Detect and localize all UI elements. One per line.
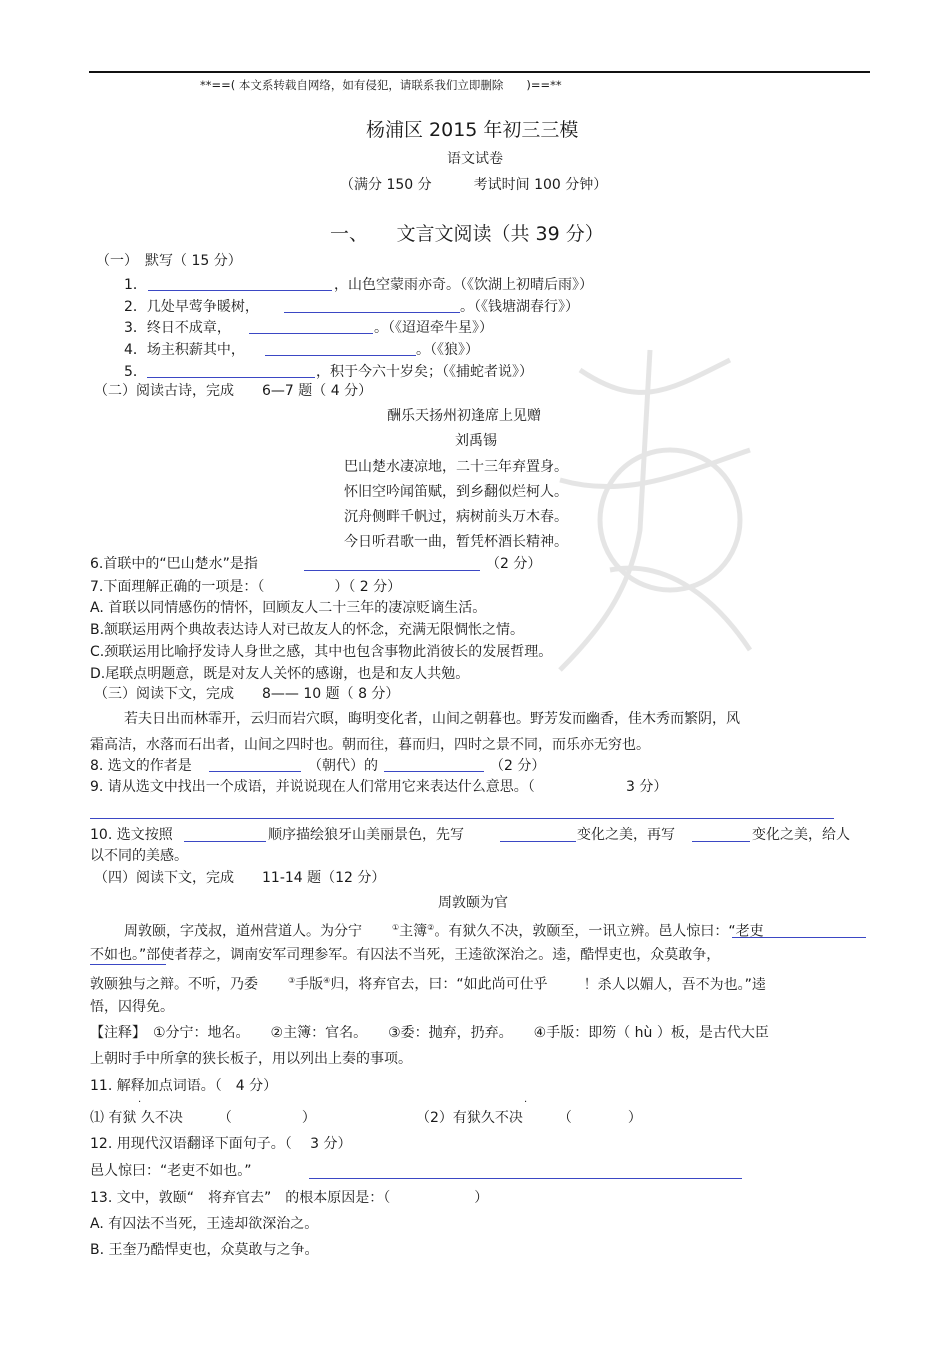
q4-answer-line[interactable]	[265, 355, 416, 356]
q11-item-2: （2）有狱久不决 （ ）	[416, 1110, 642, 1126]
q3-text: 。（《迢迢牵牛星》）	[374, 320, 493, 336]
poem-author: 刘禹锡	[455, 433, 497, 449]
passage-line	[124, 918, 764, 942]
q2-answer-line[interactable]	[284, 312, 460, 313]
q4-prefix: 4．场主积薪其中，	[124, 342, 245, 358]
q10-blank-1[interactable]	[184, 841, 266, 842]
q5-prefix: 5．	[124, 364, 147, 380]
passage-line: 不如也。”部使者荐之，调南安军司理参军。有囚法不当死，王逵欲深治之。逵，酷悍吏也，众莫敢争，	[90, 947, 721, 963]
q7-option: D.尾联点明题意，既是对友人关怀的感谢，也是和友人共勉。	[90, 666, 470, 682]
q10-blank-3[interactable]	[692, 841, 750, 842]
passage-text: 。有狱久不决，敦颐至，一讯立辨。邑人惊曰：“老吏	[434, 923, 764, 940]
q7-text: 7.下面理解正确的一项是：（ ）（ 2 分）	[90, 579, 402, 595]
q10-blank-2[interactable]	[500, 841, 576, 842]
repost-notice: **==( 本文系转载自网络，如有侵犯，请联系我们立即删除 )==**	[200, 78, 562, 92]
q2-prefix: 2．几处早莺争暖树，	[124, 299, 259, 315]
q7-option: B.颔联运用两个典故表达诗人对已故友人的怀念，充满无限惆怅之情。	[90, 622, 525, 638]
q5-answer-line[interactable]	[147, 377, 315, 378]
q10-text-3: 变化之美，再写	[577, 827, 675, 843]
q1-prefix: 1．	[124, 277, 147, 293]
part1-heading: （一） 默写（ 15 分）	[96, 253, 242, 269]
footnote-marker: ③	[288, 976, 296, 985]
footnote-marker: ④	[323, 976, 331, 985]
passage-title: 周敦颐为官	[438, 895, 508, 911]
q12-sentence: 邑人惊曰：“老吏不如也。”	[90, 1163, 252, 1179]
q12-answer-line[interactable]	[309, 1178, 742, 1179]
passage-text: 周敦颐，字茂叔，道州营道人。为分宁	[124, 923, 362, 940]
q8-dynasty-label: （朝代）的	[308, 758, 378, 774]
passage-line: 霜高洁，水落而石出者，山间之四时也。朝而往，暮而归，四时之景不同，而乐亦无穷也。	[90, 737, 650, 753]
q6-answer-line[interactable]	[304, 570, 480, 571]
q12-text: 12. 用现代汉语翻译下面句子。（ 3 分）	[90, 1136, 352, 1152]
quote-underline	[90, 964, 166, 965]
poem-title: 酬乐天扬州初逢席上见赠	[387, 408, 541, 424]
q7-option: C.颈联运用比喻抒发诗人身世之感，其中也包含事物此消彼长的发展哲理。	[90, 644, 553, 660]
q10-text-2: 顺序描绘狼牙山美丽景色，先写	[268, 827, 464, 843]
q10-text-4: 变化之美，给人	[752, 827, 850, 843]
q1-text: ，山色空蒙雨亦奇。（《饮湖上初晴后雨》）	[334, 277, 593, 293]
poem-line: 巴山楚水凄凉地，二十三年弃置身。	[344, 459, 568, 475]
q7-option: A. 首联以同情感伤的情怀，回顾友人二十三年的凄凉贬谪生活。	[90, 600, 487, 616]
passage-line: 若夫日出而林霏开，云归而岩穴暝，晦明变化者，山间之朝暮也。野芳发而幽香，佳木秀而繁阴，风	[124, 711, 740, 727]
q8-text: 8. 选文的作者是	[90, 758, 192, 774]
emphasis-dot: ·	[138, 1097, 142, 1108]
passage-text: 主簿	[399, 923, 428, 940]
q2-text: 。（《钱塘湖春行》）	[460, 299, 579, 315]
q13-text: 13. 文中，敦颐“ 将弃官去” 的根本原因是：（ ）	[90, 1190, 489, 1206]
notes-line: 【注释】 ①分宁：地名。 ②主簿：官名。 ③委：抛弃，扔弃。 ④手版：即笏（ hù ）板，是古代大臣	[90, 1025, 769, 1041]
q8-author-line[interactable]	[209, 771, 301, 772]
footnote-marker: ①	[392, 923, 400, 932]
q6-text: 6.首联中的“巴山楚水”是指	[90, 556, 258, 572]
q4-text: 。（《狼》）	[416, 342, 479, 358]
q10-text-5: 以不同的美感。	[90, 848, 188, 864]
passage-line	[90, 971, 766, 995]
passage-text: 敦颐独与之辩。不听，乃委	[90, 976, 258, 993]
poem-line: 沉舟侧畔千帆过，病树前头万木春。	[344, 509, 568, 525]
q8-score: （2 分）	[490, 758, 546, 774]
passage-line: 悟，囚得免。	[90, 999, 174, 1015]
q5-text: ，积于今六十岁矣；（《捕蛇者说》）	[316, 364, 533, 380]
exam-title: 杨浦区 2015 年初三三模	[366, 119, 579, 141]
q9-score: 3 分）	[626, 779, 668, 795]
notes-line: 上朝时手中所拿的狭长板子，用以列出上奏的事项。	[90, 1051, 412, 1067]
part2-heading: （二）阅读古诗，完成 6—7 题（ 4 分）	[94, 383, 373, 399]
poem-line: 怀旧空吟闻笛赋，到乡翻似烂柯人。	[344, 484, 568, 500]
part4-heading: （四）阅读下文，完成 11-14 题（12 分）	[94, 870, 386, 886]
q1-answer-line[interactable]	[148, 290, 332, 291]
poem-line: 今日听君歌一曲，暂凭杯酒长精神。	[344, 534, 568, 550]
exam-subject: 语文试卷	[447, 151, 503, 167]
section-heading: 一、 文言文阅读（共 39 分）	[330, 223, 604, 245]
top-rule	[89, 71, 870, 73]
emphasis-dot: ·	[524, 1097, 528, 1108]
part3-heading: （三）阅读下文，完成 8—— 10 题（ 8 分）	[94, 686, 400, 702]
q13-option: A. 有囚法不当死，王逵却欲深治之。	[90, 1216, 319, 1232]
q10-text: 10. 选文按照	[90, 827, 173, 843]
q3-answer-line[interactable]	[249, 333, 373, 334]
q11-text: 11. 解释加点词语。（ 4 分）	[90, 1078, 278, 1094]
q8-name-line[interactable]	[384, 771, 484, 772]
passage-text: 手版	[295, 976, 324, 993]
exam-info: （满分 150 分 考试时间 100 分钟）	[340, 177, 608, 193]
passage-text: ！杀人以媚人，吾不为也。”逵	[583, 976, 766, 993]
q9-answer-line[interactable]	[90, 818, 834, 819]
footnote-marker: ②	[427, 923, 435, 932]
q11-item-1: ⑴ 有狱 久不决 （ ）	[90, 1110, 316, 1126]
passage-text: 归，将弃官去，曰：“如此尚可仕乎	[330, 976, 548, 993]
q13-option: B. 王奎乃酷悍吏也，众莫敢与之争。	[90, 1242, 319, 1258]
q3-prefix: 3．终日不成章，	[124, 320, 231, 336]
q6-score: （2 分）	[486, 556, 542, 572]
quote-underline	[732, 937, 866, 938]
q9-text: 9. 请从选文中找出一个成语，并说说现在人们常用它来表达什么意思。（	[90, 779, 535, 795]
